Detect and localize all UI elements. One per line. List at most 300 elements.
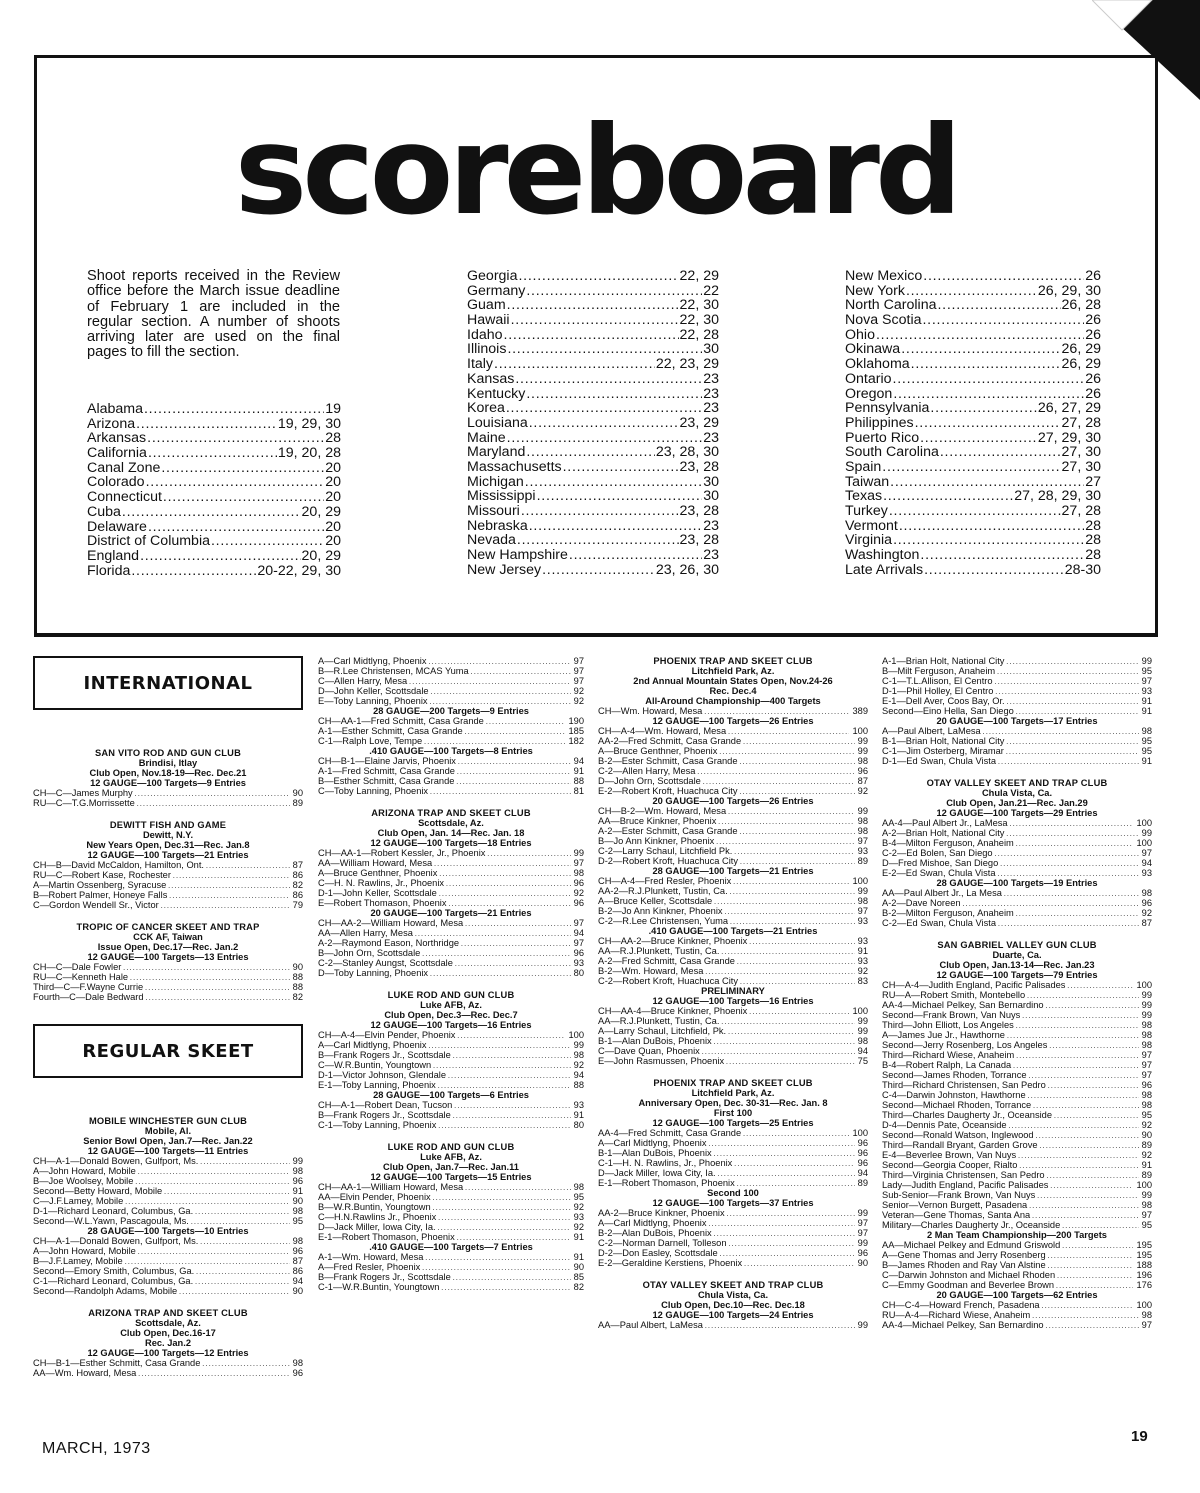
index-pages: 26 (1085, 312, 1101, 329)
result-line (882, 1140, 1152, 1150)
index-entry (467, 372, 719, 387)
shooter-name: Military—Charles Daugherty Jr., Oceanside . . . (882, 1220, 1139, 1230)
score: 93 (857, 846, 868, 856)
shooter-name: Lady—Judith England, Pacific Palisades . . . (882, 1180, 1133, 1190)
shooter-name: Sub-Senior—Frank Brown, Van Nuys . . . (882, 1190, 1139, 1200)
shooter-name: C-1—Ralph Love, Tempe . . . (318, 736, 565, 746)
score: 80 (573, 1120, 584, 1130)
result-line (33, 1186, 303, 1196)
result-line (318, 858, 584, 868)
shooter-name: E-1—Toby Lanning, Phoenix . . . (318, 1080, 571, 1090)
score: 92 (857, 966, 868, 976)
result-line (318, 656, 584, 666)
club-name: MOBILE WINCHESTER GUN CLUB (88, 1116, 248, 1126)
shooter-name: CH—AA-1—Robert Kessler, Jr., Phoenix . . . (318, 848, 571, 858)
index-state: Germany (467, 282, 526, 299)
shooter-name: CH—Wm. Howard, Mesa . . . (598, 706, 849, 716)
result-line (882, 858, 1152, 868)
score: 195 (1136, 1250, 1152, 1260)
result-line (318, 938, 584, 948)
score: 96 (292, 1176, 303, 1186)
index-state: Nevada (467, 532, 516, 549)
index-pages: 26 (1085, 370, 1101, 387)
shooter-name: A-2—Ester Schmitt, Casa Grande . . . (598, 826, 855, 836)
shooter-name: B—Frank Rogers Jr., Scottsdale . . . (318, 1272, 571, 1282)
result-line (318, 1282, 584, 1292)
index-entry (467, 357, 719, 372)
score: 98 (292, 1236, 303, 1246)
dot-leader (899, 519, 1084, 534)
score: 97 (1141, 1210, 1152, 1220)
dot-leader (920, 431, 1037, 446)
event-detail: 12 GAUGE—100 Targets—13 Entries (87, 952, 249, 962)
score: 97 (573, 656, 584, 666)
event-detail: Club Open, Dec.16-17 (120, 1328, 216, 1338)
index-state: Texas (845, 488, 883, 505)
result-line (882, 1240, 1152, 1250)
score: 98 (857, 756, 868, 766)
index-pages: 27, 30 (1061, 458, 1101, 475)
dot-leader (504, 328, 679, 343)
index-pages: 20 (325, 533, 341, 550)
result-line (882, 1220, 1152, 1230)
result-line (598, 726, 868, 736)
score: 96 (1141, 1080, 1152, 1090)
index-entry (467, 519, 719, 534)
result-line (882, 756, 1152, 766)
shooter-name: D-1—Victor Johnson, Glendale . . . (318, 1070, 571, 1080)
index-pages: 23 (703, 370, 719, 387)
index-state: Delaware (87, 518, 147, 535)
score: 92 (857, 786, 868, 796)
score: 89 (1141, 1170, 1152, 1180)
event-subheading: 12 GAUGE—100 Targets—37 Entries (652, 1198, 814, 1208)
index-state: Italy (467, 356, 494, 373)
score: 176 (1136, 1280, 1152, 1290)
score: 188 (1136, 1260, 1152, 1270)
score: 99 (857, 1026, 868, 1036)
event-detail: Luke AFB, Az. (420, 1152, 482, 1162)
club-result (882, 940, 1152, 1330)
event-detail: 12 GAUGE—100 Targets—24 Entries (652, 1310, 814, 1320)
index-state: District of Columbia (87, 533, 210, 550)
index-entry (87, 475, 341, 490)
score: 99 (1141, 1010, 1152, 1020)
shooter-name: C—J.F.Lamey, Mobile . . . (33, 1196, 290, 1206)
index-pages: 28 (1085, 547, 1101, 564)
index-entry (87, 564, 341, 579)
index-state: Arkansas (87, 430, 147, 447)
score: 92 (573, 888, 584, 898)
shooter-name: E—Toby Lanning, Phoenix . . . (318, 696, 571, 706)
index-pages: 26, 28 (1061, 297, 1101, 314)
event-subheading: .410 GAUGE—100 Targets—8 Entries (369, 746, 533, 756)
index-entry (845, 357, 1101, 372)
score: 98 (292, 1358, 303, 1368)
club-result (882, 656, 1152, 766)
score: 91 (1141, 706, 1152, 716)
dot-leader (518, 269, 678, 284)
result-line (882, 696, 1152, 706)
event-detail: 12 GAUGE—100 Targets—16 Entries (370, 1020, 532, 1030)
index-pages: 26, 29 (1061, 341, 1101, 358)
shooter-name: B—Frank Rogers Jr., Scottsdale . . . (318, 1050, 571, 1060)
score: 89 (857, 1178, 868, 1188)
shooter-name: B—Robert Palmer, Honeye Falls . . . (33, 890, 290, 900)
result-line (882, 908, 1152, 918)
shooter-name: E-2—Ed Swan, Chula Vista . . . (882, 868, 1139, 878)
index-state: Alabama (87, 401, 143, 417)
score: 98 (573, 1050, 584, 1060)
event-detail: First 100 (713, 1108, 753, 1118)
index-entry (467, 387, 719, 402)
shooter-name: B-2—Wm. Howard, Mesa . . . (598, 966, 855, 976)
index-pages: 27, 28 (1061, 414, 1101, 431)
shooter-name: A-2—Brian Holt, National City . . . (882, 828, 1139, 838)
result-line (882, 666, 1152, 676)
shooter-name: C-1—Jim Osterberg, Miramar . . . (882, 746, 1139, 756)
shooter-name: Third—Randall Bryant, Garden Grove . . . (882, 1140, 1139, 1150)
score: 87 (292, 860, 303, 870)
shooter-name: C—Toby Lanning, Phoenix . . . (318, 786, 571, 796)
score: 97 (1141, 1060, 1152, 1070)
result-line (598, 1138, 868, 1148)
shooter-name: A-2—Raymond Eason, Northridge . . . (318, 938, 571, 948)
result-line (882, 1110, 1152, 1120)
dot-leader (930, 401, 1036, 416)
event-detail: Duarte, Ca. (992, 950, 1042, 960)
dot-leader (563, 460, 679, 475)
shooter-name: B—John Orn, Scottsdale . . . (318, 948, 571, 958)
dot-leader (515, 372, 702, 387)
dot-leader (148, 520, 324, 535)
dot-leader (537, 489, 703, 504)
result-line (598, 1228, 868, 1238)
score: 93 (573, 1212, 584, 1222)
result-line (598, 706, 868, 716)
score: 97 (573, 666, 584, 676)
result-line (318, 716, 584, 726)
score: 91 (573, 1110, 584, 1120)
result-line (598, 1320, 868, 1330)
shooter-name: D-4—Dennis Pate, Oceanside . . . (882, 1120, 1139, 1130)
score: 86 (292, 890, 303, 900)
index-pages: 30 (703, 341, 719, 358)
club-name: LUKE ROD AND GUN CLUB (387, 1142, 515, 1152)
result-line (598, 846, 868, 856)
result-line (882, 1070, 1152, 1080)
score: 95 (1141, 1220, 1152, 1230)
score: 100 (1136, 838, 1152, 848)
result-line (882, 1320, 1152, 1330)
score: 98 (857, 896, 868, 906)
index-pages: 22, 30 (679, 312, 719, 329)
shooter-name: A—Bruce Genthner, Phoenix . . . (318, 868, 571, 878)
score: 92 (1141, 908, 1152, 918)
index-entry (87, 490, 341, 505)
result-line (318, 1120, 584, 1130)
index-pages: 19 (325, 401, 341, 417)
event-detail: Rec. Dec.4 (709, 686, 757, 696)
score: 91 (573, 1252, 584, 1262)
shooter-name: Second—Randolph Adams, Mobile . . . (33, 1286, 290, 1296)
score: 98 (1141, 1090, 1152, 1100)
shooter-name: A—Bruce Genthner, Phoenix . . . (598, 746, 855, 756)
index-pages: 26 (1085, 268, 1101, 284)
result-line (882, 1250, 1152, 1260)
index-entry (845, 563, 1101, 578)
index-entry (845, 401, 1101, 416)
score: 91 (1141, 696, 1152, 706)
result-line (318, 868, 584, 878)
shooter-name: AA—R.J.Plunkett, Tustin, Ca. . . . (598, 1016, 855, 1026)
index-entry (845, 298, 1101, 313)
result-line (598, 1128, 868, 1138)
index-state: Missouri (467, 503, 520, 519)
result-line (33, 860, 303, 870)
club-name: TROPIC OF CANCER SKEET AND TRAP (76, 922, 260, 932)
shooter-name: A—James Jue Jr., Hawthorne . . . (882, 1030, 1139, 1040)
score: 98 (1141, 1310, 1152, 1320)
score: 95 (1141, 736, 1152, 746)
index-pages: 27, 28 (1061, 503, 1101, 519)
shooter-name: AA-4—Fred Schmitt, Casa Grande . . . (598, 1128, 849, 1138)
index-pages: 20, 29 (301, 503, 341, 520)
result-line (598, 1158, 868, 1168)
shooter-name: E-2—Robert Kroft, Huachuca City . . . (598, 786, 855, 796)
dot-leader (876, 328, 1084, 343)
event-detail: 12 GAUGE—100 Targets—11 Entries (87, 1146, 249, 1156)
score: 90 (857, 1258, 868, 1268)
score: 96 (857, 766, 868, 776)
shooter-name: RU—C—T.G.Morrissette . . . (33, 798, 290, 808)
result-line (318, 676, 584, 686)
event-subheading: 12 GAUGE—100 Targets—26 Entries (652, 716, 814, 726)
result-line (882, 1260, 1152, 1270)
club-result (598, 1280, 868, 1330)
index-state: North Carolina (845, 297, 937, 314)
index-pages: 20 (325, 459, 341, 476)
dot-leader (161, 461, 324, 476)
event-subheading: 20 GAUGE—100 Targets—17 Entries (936, 716, 1098, 726)
index-pages: 27, 28, 29, 30 (1014, 488, 1101, 505)
result-line (33, 1358, 303, 1368)
index-state: Michigan (467, 473, 524, 490)
shooter-name: A—Carl Midtlyng, Phoenix . . . (318, 656, 571, 666)
result-line (33, 1216, 303, 1226)
result-line (33, 798, 303, 808)
dot-leader (923, 269, 1084, 284)
score: 97 (857, 906, 868, 916)
event-subheading: 28 GAUGE—100 Targets—10 Entries (87, 1226, 249, 1236)
index-pages: 28 (1085, 532, 1101, 549)
result-line (598, 956, 868, 966)
index-pages: 23 (703, 400, 719, 417)
score: 95 (292, 1216, 303, 1226)
club-result (318, 808, 584, 978)
score: 92 (1141, 1120, 1152, 1130)
index-entry (845, 342, 1101, 357)
event-detail: Club Open, Dec.10—Rec. Dec.18 (661, 1300, 805, 1310)
result-line (33, 1156, 303, 1166)
index-state: Virginia (845, 532, 893, 549)
index-pages: 28 (325, 430, 341, 447)
shooter-name: CH—AA-2—Bruce Kinkner, Phoenix . . . (598, 936, 855, 946)
index-state: Arizona (87, 415, 136, 432)
index-pages: 26, 27, 29 (1037, 400, 1101, 417)
index-state: Ontario (845, 370, 892, 387)
result-line (882, 1190, 1152, 1200)
index-entry (845, 489, 1101, 504)
index-pages: 20 (325, 518, 341, 535)
score: 93 (573, 1100, 584, 1110)
score: 95 (573, 1192, 584, 1202)
shooter-name: B-1—Alan DuBois, Phoenix . . . (598, 1148, 855, 1158)
result-line (882, 1060, 1152, 1070)
dot-leader (526, 284, 702, 299)
index-entry (467, 313, 719, 328)
shooter-name: A—Martin Ossenberg, Syracuse . . . (33, 880, 290, 890)
score: 96 (292, 1368, 303, 1378)
club-name: OTAY VALLEY SKEET AND TRAP CLUB (642, 1280, 824, 1290)
score: 97 (1141, 676, 1152, 686)
result-line (33, 1246, 303, 1256)
index-pages: 23, 28 (679, 458, 719, 475)
result-line (33, 880, 303, 890)
score: 100 (1136, 818, 1152, 828)
score: 92 (573, 1202, 584, 1212)
index-state: Georgia (467, 268, 518, 284)
score: 389 (852, 706, 868, 716)
shooter-name: B-2—Jo Ann Kinkner, Phoenix . . . (598, 906, 855, 916)
club-name: ARIZONA TRAP AND SKEET CLUB (371, 808, 531, 818)
index-state: Spain (845, 458, 882, 475)
result-line (598, 946, 868, 956)
shooter-name: A-1—Fred Schmitt, Casa Grande . . . (318, 766, 571, 776)
dot-leader (911, 357, 1061, 372)
result-line (882, 726, 1152, 736)
result-line (318, 1252, 584, 1262)
result-line (882, 1210, 1152, 1220)
event-detail: 12 GAUGE—100 Targets—15 Entries (370, 1172, 532, 1182)
index-entry (467, 401, 719, 416)
event-detail: Litchfield Park, Az. (691, 1088, 775, 1098)
shooter-name: B—W.R.Buntin, Youngtown . . . (318, 1202, 571, 1212)
score: 99 (857, 1016, 868, 1026)
score: 97 (573, 938, 584, 948)
event-detail: 2nd Annual Mountain States Open, Nov.24-26 (633, 676, 833, 686)
event-detail: Club Open, Nov.18-19—Rec. Dec.21 (89, 768, 247, 778)
section-header: INTERNATIONAL (33, 656, 303, 710)
shooter-name: Third—Richard Wiese, Anaheim . . . (882, 1050, 1139, 1060)
score: 91 (1141, 1160, 1152, 1170)
event-detail: 12 GAUGE—100 Targets—29 Entries (936, 808, 1098, 818)
shooter-name: B—Esther Schmitt, Casa Grande . . . (318, 776, 571, 786)
score: 182 (568, 736, 584, 746)
event-detail: Chula Vista, Ca. (697, 1290, 769, 1300)
shooter-name: Third—Richard Christensen, San Pedro . . . (882, 1080, 1139, 1090)
result-line (598, 746, 868, 756)
score: 94 (1141, 858, 1152, 868)
shooter-name: Second—W.L.Yawn, Pascagoula, Ms. . . . (33, 1216, 290, 1226)
score: 90 (292, 962, 303, 972)
club-result (318, 656, 584, 796)
index-entry (467, 416, 719, 431)
result-line (318, 1192, 584, 1202)
index-pages: 26, 29 (1061, 356, 1101, 373)
result-line (598, 826, 868, 836)
shooter-name: A—Bruce Keller, Scottsdale . . . (598, 896, 855, 906)
score: 98 (1141, 1200, 1152, 1210)
index-pages: 26 (1085, 385, 1101, 402)
score: 90 (1141, 1130, 1152, 1140)
index-pages: 27, 29, 30 (1037, 429, 1101, 446)
result-line (318, 968, 584, 978)
score: 92 (1141, 1150, 1152, 1160)
shooter-name: C-2—Norman Darnell, Tolleson . . . (598, 1238, 855, 1248)
index-entry (467, 298, 719, 313)
shooter-name: B-2—Alan DuBois, Phoenix . . . (598, 1228, 855, 1238)
shooter-name: Second—Betty Howard, Mobile . . . (33, 1186, 290, 1196)
dot-leader (893, 533, 1084, 548)
result-line (318, 736, 584, 746)
score: 96 (1141, 898, 1152, 908)
index-entry (845, 387, 1101, 402)
score: 92 (573, 686, 584, 696)
index-pages: 23, 28 (679, 532, 719, 549)
index-pages: 27 (1085, 473, 1101, 490)
result-line (33, 992, 303, 1002)
result-line (33, 1256, 303, 1266)
shooter-name: CH—AA-1—William Howard, Mesa . . . (318, 1182, 571, 1192)
index-entry (845, 548, 1101, 563)
index-entry (845, 328, 1101, 343)
result-line (598, 1168, 868, 1178)
result-line (318, 958, 584, 968)
event-detail: Club Open, Jan.21—Rec. Jan.29 (946, 798, 1088, 808)
event-detail: Luke AFB, Az. (420, 1000, 482, 1010)
result-line (882, 898, 1152, 908)
shooter-name: CH—C-4—Howard French, Pasadena . . . (882, 1300, 1133, 1310)
result-line (598, 816, 868, 826)
score: 100 (852, 1128, 868, 1138)
dot-leader (526, 445, 655, 460)
score: 87 (857, 776, 868, 786)
score: 97 (1141, 1070, 1152, 1080)
index-pages: 28 (1085, 517, 1101, 534)
dot-leader (122, 505, 301, 520)
dot-leader (883, 489, 1013, 504)
shooter-name: C-2—Ed Swan, Chula Vista . . . (882, 918, 1139, 928)
score: 91 (1141, 756, 1152, 766)
result-line (318, 756, 584, 766)
index-state: Florida (87, 562, 131, 579)
shooter-name: CH—A-1—Donald Bowen, Gulfport, Ms. . . . (33, 1156, 290, 1166)
shooter-name: C-2—Robert Kroft, Huachuca City . . . (598, 976, 855, 986)
index-pages: 22, 30 (679, 297, 719, 314)
shooter-name: CH—A-4—Wm. Howard, Mesa . . . (598, 726, 849, 736)
score: 89 (857, 856, 868, 866)
event-detail: Senior Bowl Open, Jan.7—Rec. Jan.22 (83, 1136, 253, 1146)
index-state: Louisiana (467, 414, 528, 431)
shooter-name: AA—Paul Albert Jr., La Mesa . . . (882, 888, 1139, 898)
score: 93 (857, 956, 868, 966)
result-line (318, 766, 584, 776)
result-line (33, 890, 303, 900)
result-line (598, 776, 868, 786)
score: 100 (852, 876, 868, 886)
score: 86 (292, 1266, 303, 1276)
